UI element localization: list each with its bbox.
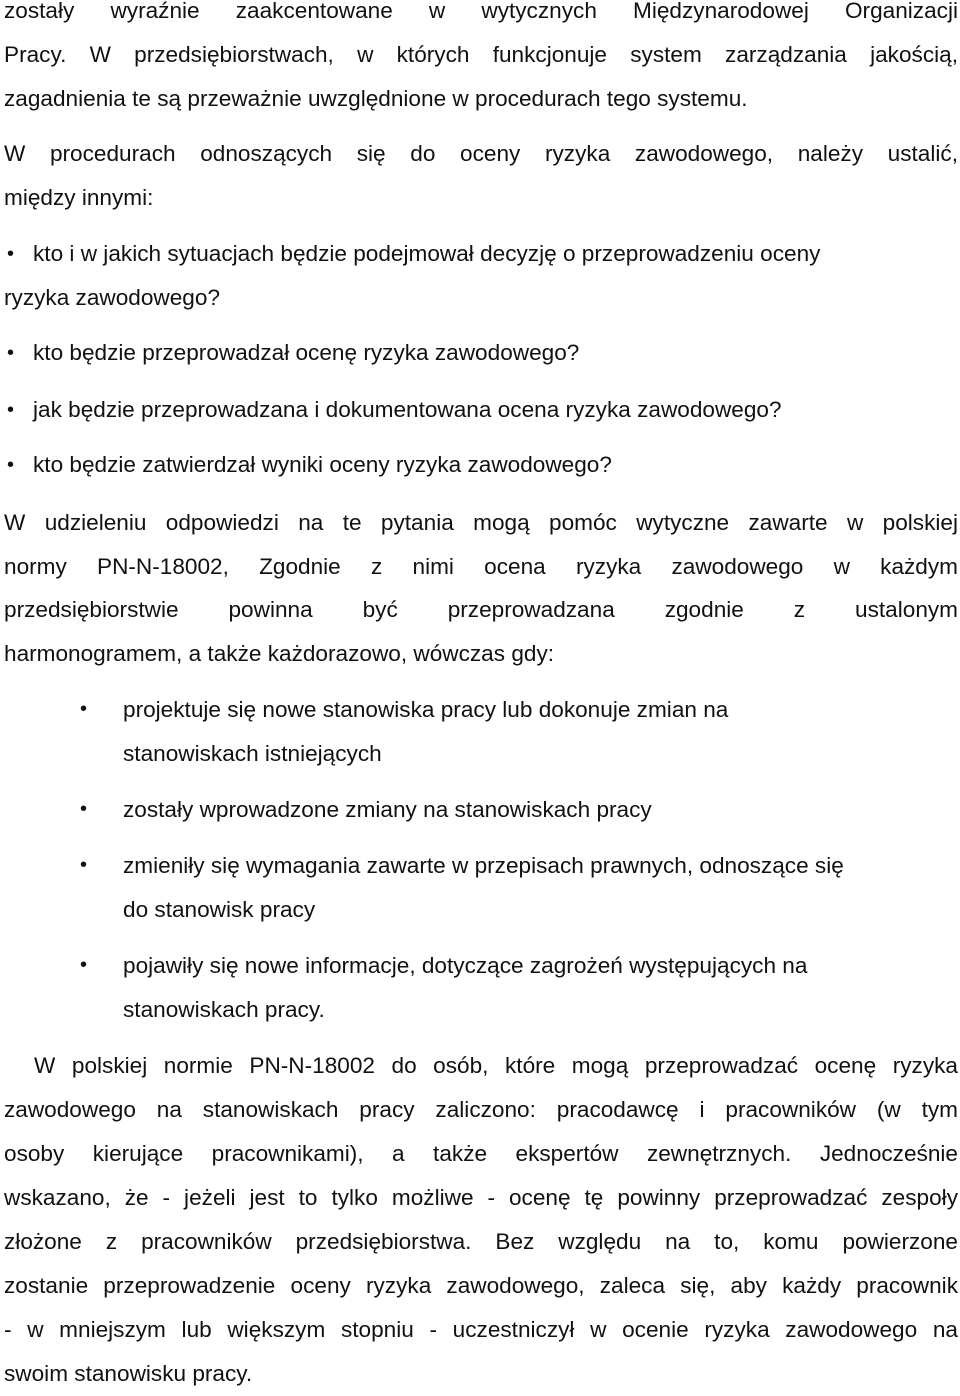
bullet-icon: • bbox=[7, 342, 15, 364]
text-line: W polskiej normie PN-N-18002 do osób, które mogą przeprowadzać ocenę ryzyka bbox=[34, 1053, 958, 1078]
list-item bbox=[0, 331, 958, 375]
list-item bbox=[0, 232, 958, 320]
text-line: zagadnienia te są przeważnie uwzględnione w procedurach tego systemu. bbox=[4, 86, 748, 111]
norm-paragraph bbox=[4, 501, 958, 675]
list-item bbox=[0, 443, 958, 487]
text-line: zostały wyraźnie zaakcentowane w wytycznych Międzynarodowej Organizacji bbox=[4, 0, 958, 23]
list-item-text-continued: stanowiskach istniejących bbox=[123, 740, 382, 766]
list-item-text: projektuje się nowe stanowiska pracy lub dokonuje zmian na bbox=[123, 697, 729, 722]
list-item bbox=[0, 788, 958, 832]
text-line: swoim stanowisku pracy. bbox=[4, 1361, 253, 1386]
bullet-icon: • bbox=[80, 798, 88, 820]
list-item-text: pojawiły się nowe informacje, dotyczące zagrożeń występujących na bbox=[123, 953, 808, 978]
list-item-text-continued: do stanowisk pracy bbox=[123, 896, 316, 922]
list-item-text: kto i w jakich sytuacjach będzie podejmował decyzję o przeprowadzeniu oceny bbox=[33, 241, 821, 266]
text-line: - w mniejszym lub większym stopniu - uczestniczył w ocenie ryzyka zawodowego na bbox=[4, 1317, 958, 1342]
text-line: między innymi: bbox=[4, 185, 154, 210]
list-item-text-continued: ryzyka zawodowego? bbox=[4, 285, 221, 310]
text-line: złożone z pracowników przedsiębiorstwa. Bez względu na to, komu powierzone bbox=[4, 1229, 958, 1254]
list-item-text-continued: stanowiskach pracy. bbox=[123, 996, 325, 1022]
bullet-icon: • bbox=[80, 854, 88, 876]
bullet-icon: • bbox=[7, 399, 15, 421]
text-line: zawodowego na stanowiskach pracy zaliczono: pracodawcę i pracowników (w tym bbox=[4, 1097, 958, 1122]
text-line: osoby kierujące pracownikami), a także ekspertów zewnętrznych. Jednocześnie bbox=[4, 1141, 958, 1166]
list-item bbox=[0, 944, 958, 1032]
intro-paragraph bbox=[4, 0, 958, 121]
list-item bbox=[0, 688, 958, 776]
list-item-text: kto będzie przeprowadzał ocenę ryzyka zawodowego? bbox=[33, 340, 580, 365]
text-line: harmonogramem, a także każdorazowo, wówczas gdy: bbox=[4, 640, 555, 666]
bullet-icon: • bbox=[7, 454, 15, 476]
list-item bbox=[0, 388, 958, 432]
list-item-text: zmieniły się wymagania zawarte w przepisach prawnych, odnoszące się bbox=[123, 853, 844, 878]
list-item-text: jak będzie przeprowadzana i dokumentowana ocena ryzyka zawodowego? bbox=[33, 397, 782, 422]
bullet-icon: • bbox=[80, 954, 88, 976]
procedures-paragraph bbox=[4, 132, 958, 220]
final-paragraph bbox=[4, 1044, 958, 1396]
text-line: W udzieleniu odpowiedzi na te pytania mogą pomóc wytyczne zawarte w polskiej bbox=[4, 510, 958, 535]
text-line: zostanie przeprowadzenie oceny ryzyka zawodowego, zaleca się, aby każdy pracownik bbox=[4, 1273, 958, 1298]
text-line: normy PN-N-18002, Zgodnie z nimi ocena ryzyka zawodowego w każdym bbox=[4, 553, 958, 579]
text-line: wskazano, że - jeżeli jest to tylko możliwe - ocenę tę powinny przeprowadzać zespoły bbox=[4, 1185, 958, 1210]
list-item-text: kto będzie zatwierdzał wyniki oceny ryzyka zawodowego? bbox=[33, 452, 612, 477]
text-line: przedsiębiorstwie powinna być przeprowadzana zgodnie z ustalonym bbox=[4, 597, 958, 622]
list-item bbox=[0, 844, 958, 932]
list-item-text: zostały wprowadzone zmiany na stanowiskach pracy bbox=[123, 797, 652, 822]
text-line: Pracy. W przedsiębiorstwach, w których funkcjonuje system zarządzania jakością, bbox=[4, 42, 958, 67]
text-line: W procedurach odnoszących się do oceny ryzyka zawodowego, należy ustalić, bbox=[4, 141, 958, 166]
bullet-icon: • bbox=[7, 243, 15, 265]
bullet-icon: • bbox=[80, 698, 88, 720]
